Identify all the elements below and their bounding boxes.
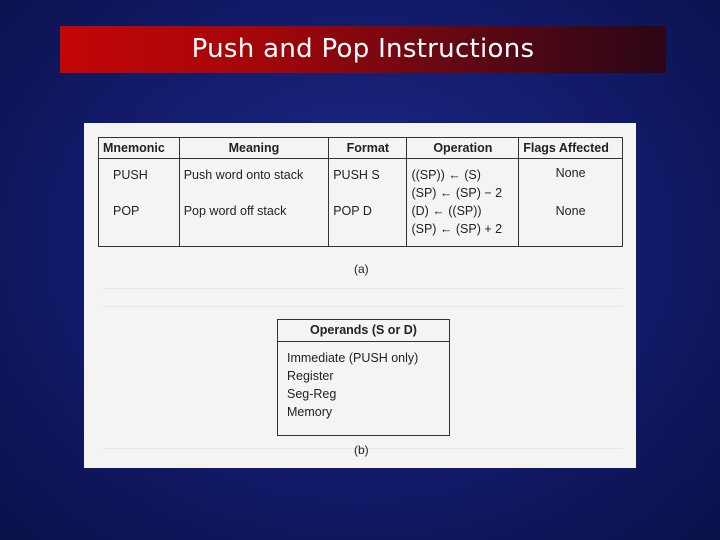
cell-operation-line: ((SP)) ← (S) xyxy=(411,168,481,182)
instruction-table xyxy=(98,137,623,247)
cell-operation-line: (SP) ← (SP) − 2 xyxy=(411,186,503,200)
header-meaning: Meaning xyxy=(179,138,328,159)
cell-format: PUSH S xyxy=(333,168,380,182)
operands-header: Operands (S or D) xyxy=(278,320,449,342)
cell-meaning: Push word onto stack xyxy=(183,168,304,182)
cell-operation-line: (D) ← ((SP)) xyxy=(411,204,482,218)
cell-meaning: Pop word off stack xyxy=(183,204,287,218)
scanned-figure xyxy=(84,123,636,468)
cell-flags: None xyxy=(555,166,586,180)
header-format: Format xyxy=(329,138,407,159)
cell-mnemonic: PUSH xyxy=(113,168,148,182)
cell-operation-line: (SP) ← (SP) + 2 xyxy=(411,222,503,236)
table-row xyxy=(99,159,623,203)
cell-flags: None xyxy=(555,204,586,218)
header-operation: Operation xyxy=(407,138,519,159)
cell-mnemonic: POP xyxy=(113,204,140,218)
cell-format: POP D xyxy=(333,204,372,218)
operand-item: Register xyxy=(287,369,334,383)
caption-a: (a) xyxy=(354,262,369,276)
operands-box xyxy=(277,319,450,436)
header-mnemonic: Mnemonic xyxy=(99,138,180,159)
table-header-row xyxy=(99,138,623,159)
table-row xyxy=(99,202,623,247)
operand-item: Seg-Reg xyxy=(287,387,337,401)
operand-item: Memory xyxy=(287,405,333,419)
operand-item: Immediate (PUSH only) xyxy=(287,351,419,365)
header-flags: Flags Affected xyxy=(519,138,623,159)
caption-b: (b) xyxy=(354,443,369,457)
slide-title: Push and Pop Instructions xyxy=(60,26,666,73)
